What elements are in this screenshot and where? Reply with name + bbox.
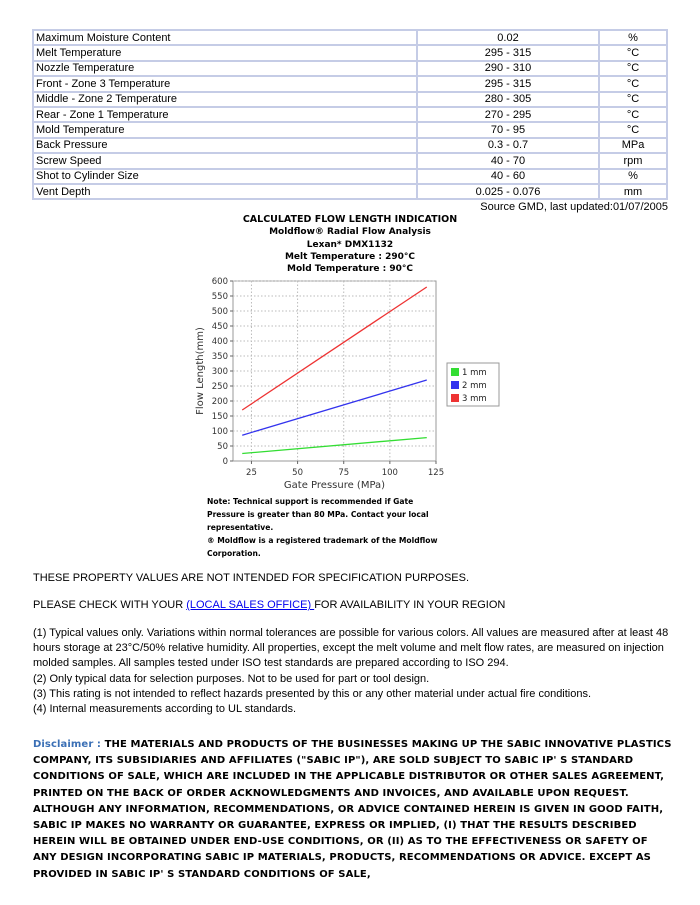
y-tick-label: 200 [211,397,228,407]
legend-swatch [451,381,459,389]
property-name: Front - Zone 3 Temperature [33,76,417,91]
disclaimer [33,737,673,883]
property-unit: °C [599,92,667,107]
table-row [33,92,667,107]
property-name: Vent Depth [33,184,417,199]
table-row [33,122,667,137]
property-unit: °C [599,76,667,91]
property-value: 0.025 - 0.076 [417,184,599,199]
legend-swatch [451,394,459,402]
y-tick-label: 150 [211,412,228,422]
property-name: Middle - Zone 2 Temperature [33,92,417,107]
note-line: representative. [207,523,274,532]
table-row [33,61,667,76]
table-row [33,153,667,168]
processing-properties-table [32,29,668,200]
property-unit: mm [599,184,667,199]
property-unit: rpm [599,153,667,168]
note-line: Note: Technical support is recommended if Gate [207,497,414,506]
note-line: ® Moldflow is a registered trademark of the Moldflow [207,536,438,545]
x-tick-label: 50 [292,468,304,478]
property-name: Back Pressure [33,138,417,153]
table-row [33,107,667,122]
note-line: Corporation. [207,549,261,558]
y-tick-label: 300 [211,367,228,377]
disclaimer-label: Disclaimer : [33,739,105,750]
y-tick-label: 100 [211,427,228,437]
footnote: (1) Typical values only. Variations within normal tolerances are possible for various colors. All values are measured after at least 48 hours storage at 23°C/50% relative humidity. All properties, except the melt volume and melt flow rates, are measured on injection molded samples. All samples tested under ISO test standards are prepared according to ISO 294. [33,627,669,670]
property-name: Shot to Cylinder Size [33,169,417,184]
property-value: 40 - 60 [417,169,599,184]
x-tick-label: 25 [246,468,257,478]
table-row [33,30,667,45]
y-axis-label: Flow Length(mm) [195,327,206,415]
local-sales-office-link[interactable]: (LOCAL SALES OFFICE) [186,599,315,611]
property-unit: % [599,169,667,184]
availability-statement [33,598,505,613]
property-value: 290 - 310 [417,61,599,76]
footnote: (2) Only typical data for selection purposes. Not to be used for part or tool design. [33,672,430,685]
y-tick-label: 50 [217,442,228,452]
disclaimer-text: THE MATERIALS AND PRODUCTS OF THE BUSINESSES MAKING UP THE SABIC INNOVATIVE PLASTICS COMPANY, ITS SUBSIDIARIES AND AFFILIATES ("SABIC IP"), ARE SOLD SUBJECT TO SABIC IP' S STANDARD CONDITIONS OF SALE, WHICH ARE INCLUDED IN THE APPLICABLE DISTRIBUTOR OR OTHER SALES AGREEMENT, PRINTED ON THE BACK OF ORDER ACKNOWLEDGMENTS AND INVOICES, AND AVAILABLE UPON REQUEST. ALTHOUGH ANY INFORMATION, RECOMMENDATIONS, OR ADVICE CONTAINED HEREIN IS GIVEN IN GOOD FAITH, SABIC IP MAKES NO WARRANTY OR GUARANTEE, EXPRESS OR IMPLIED, (I) THAT THE RESULTS DESCRIBED HEREIN WILL BE OBTAINED UNDER END-USE CONDITIONS, OR (II) AS TO THE EFFECTIVENESS OR SAFETY OF ANY DESIGN INCORPORATING SABIC IP MATERIALS, PRODUCTS, RECOMMENDATIONS OR ADVICE. EXCEPT AS PROVIDED IN SABIC IP' S STANDARD CONDITIONS OF SALE, [33,739,672,880]
property-value: 280 - 305 [417,92,599,107]
x-tick-label: 125 [427,468,445,478]
footnotes [33,626,673,717]
y-tick-label: 600 [211,277,228,287]
property-name: Rear - Zone 1 Temperature [33,107,417,122]
table-row [33,45,667,60]
property-value: 40 - 70 [417,153,599,168]
property-name: Mold Temperature [33,122,417,137]
y-tick-label: 550 [211,292,228,302]
property-name: Nozzle Temperature [33,61,417,76]
legend-label: 1 mm [462,368,487,378]
property-value: 295 - 315 [417,45,599,60]
property-value: 0.02 [417,30,599,45]
chart-note [207,495,447,560]
table-row [33,76,667,91]
chart-melt-temp: Melt Temperature : 290°C [284,252,416,262]
footnote: (3) This rating is not intended to reflect hazards presented by this or any other material under actual fire conditions. [33,687,592,700]
chart-material: Lexan* DMX1132 [306,240,394,250]
y-tick-label: 350 [211,352,228,362]
property-value: 270 - 295 [417,107,599,122]
property-name: Melt Temperature [33,45,417,60]
legend-label: 2 mm [462,381,487,391]
availability-text: PLEASE CHECK WITH YOUR [33,599,187,611]
table-row [33,138,667,153]
chart-mold-temp: Mold Temperature : 90°C [286,264,414,274]
property-unit: MPa [599,138,667,153]
chart-subtitle: Moldflow® Radial Flow Analysis [269,227,431,237]
property-unit: °C [599,122,667,137]
availability-text: FOR AVAILABILITY IN YOUR REGION [314,599,506,611]
property-unit: °C [599,45,667,60]
property-value: 0.3 - 0.7 [417,138,599,153]
table-row [33,184,667,199]
y-tick-label: 450 [211,322,228,332]
table-row [33,169,667,184]
property-name: Maximum Moisture Content [33,30,417,45]
property-unit: °C [599,107,667,122]
x-tick-label: 75 [338,468,350,478]
y-tick-label: 500 [211,307,228,317]
property-unit: °C [599,61,667,76]
property-name: Screw Speed [33,153,417,168]
legend-swatch [451,368,459,376]
property-unit: % [599,30,667,45]
property-value: 295 - 315 [417,76,599,91]
y-tick-label: 400 [211,337,228,347]
property-value: 70 - 95 [417,122,599,137]
footnote: (4) Internal measurements according to UL standards. [33,703,297,716]
legend-label: 3 mm [462,394,487,404]
y-tick-label: 250 [211,382,228,392]
x-tick-label: 100 [381,468,398,478]
x-axis-label: Gate Pressure (MPa) [283,480,386,491]
specification-statement: THESE PROPERTY VALUES ARE NOT INTENDED FOR SPECIFICATION PURPOSES. [33,572,470,584]
note-line: Pressure is greater than 80 MPa. Contact your local [207,510,429,519]
source-note: Source GMD, last updated:01/07/2005 [480,201,668,213]
y-tick-label: 0 [222,457,228,467]
chart-title: CALCULATED FLOW LENGTH INDICATION [242,214,458,225]
